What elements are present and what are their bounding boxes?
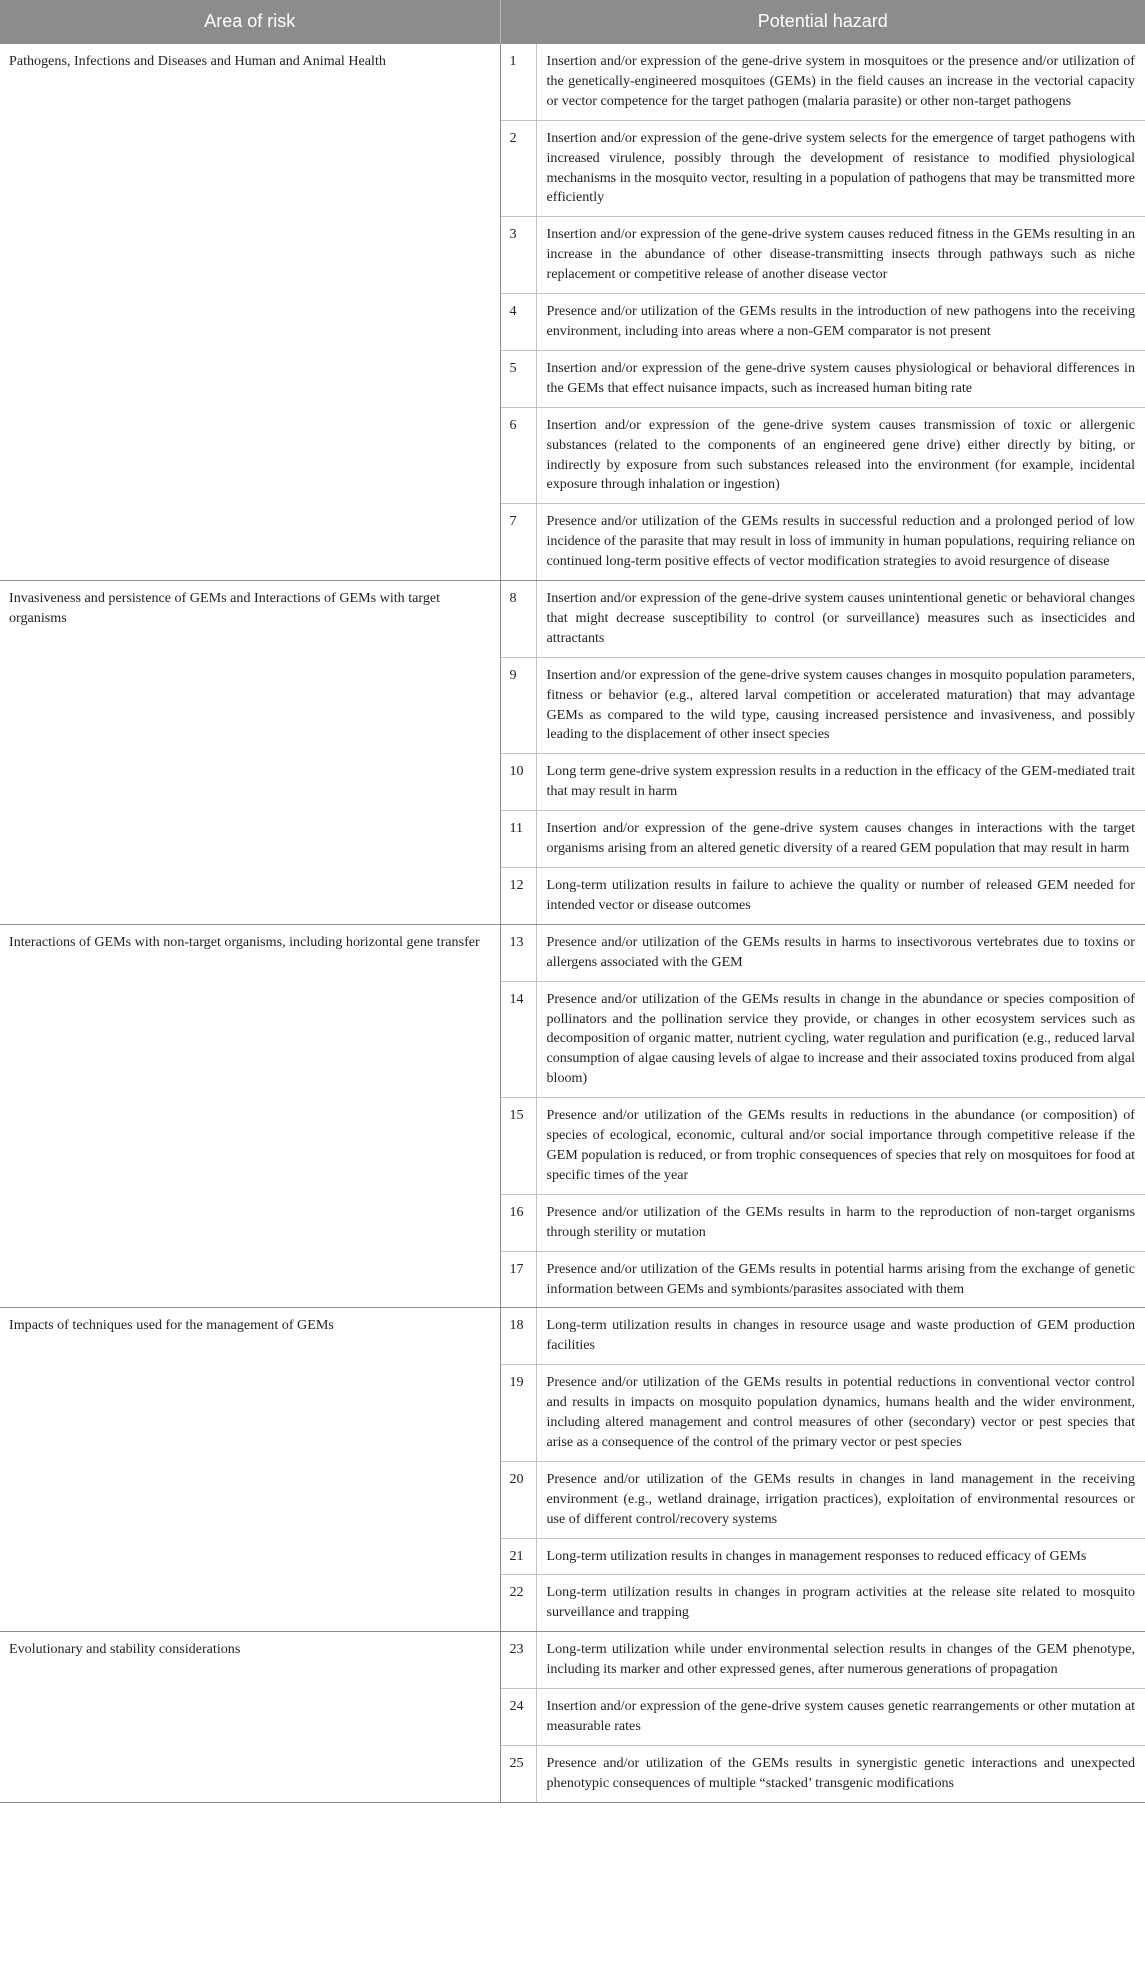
risk-area-cell: Impacts of techniques used for the management of GEMs [0, 1308, 500, 1632]
hazard-description: Presence and/or utilization of the GEMs results in harms to insectivorous vertebrates due to toxins or allergens associated with the GEM [536, 924, 1145, 981]
hazard-number: 6 [500, 407, 536, 504]
table-row [0, 44, 1145, 120]
hazard-number: 25 [500, 1745, 536, 1802]
hazard-number: 18 [500, 1308, 536, 1365]
hazard-number: 15 [500, 1098, 536, 1195]
hazard-number: 17 [500, 1251, 536, 1308]
hazard-number: 20 [500, 1461, 536, 1538]
hazard-description: Presence and/or utilization of the GEMs results in reductions in the abundance (or composition) of species of ecological, economic, cultural and/or social importance through competitive release if the GEM population is reduced, or from trophic consequences of species that rely on mosquitoes for food at specific times of the year [536, 1098, 1145, 1195]
hazard-description: Long term gene-drive system expression results in a reduction in the efficacy of the GEM-mediated trait that may result in harm [536, 754, 1145, 811]
hazard-number: 23 [500, 1632, 536, 1689]
hazard-description: Insertion and/or expression of the gene-drive system causes reduced fitness in the GEMs resulting in an increase in the abundance of other disease-transmitting insects through pathways such as niche replacement or competitive release of another disease vector [536, 217, 1145, 294]
risk-area-cell: Evolutionary and stability considerations [0, 1632, 500, 1802]
hazard-description: Presence and/or utilization of the GEMs results in the introduction of new pathogens into the receiving environment, including into areas where a non-GEM comparator is not present [536, 294, 1145, 351]
hazard-description: Insertion and/or expression of the gene-drive system causes changes in interactions with the target organisms arising from an altered genetic diversity of a reared GEM population that may result in harm [536, 811, 1145, 868]
hazard-description: Presence and/or utilization of the GEMs results in potential reductions in conventional vector control and results in impacts on mosquito population dynamics, humans health and the wider environment, including altered management and control measures of other (secondary) vector or pest species that arise as a consequence of the control of the primary vector or pest species [536, 1365, 1145, 1462]
hazard-number: 16 [500, 1194, 536, 1251]
hazard-description: Insertion and/or expression of the gene-drive system in mosquitoes or the presence and/or utilization of the genetically-engineered mosquitoes (GEMs) in the field causes an increase in the vectorial capacity or vector competence for the target pathogen (malaria parasite) or other non-target pathogens [536, 44, 1145, 120]
hazard-description: Presence and/or utilization of the GEMs results in synergistic genetic interactions and unexpected phenotypic consequences of multiple “stacked’ transgenic modifications [536, 1745, 1145, 1802]
hazard-number: 1 [500, 44, 536, 120]
risk-area-cell: Pathogens, Infections and Diseases and Human and Animal Health [0, 44, 500, 581]
table-body [0, 44, 1145, 1802]
table-row [0, 1308, 1145, 1365]
table-row [0, 1632, 1145, 1689]
hazard-description: Presence and/or utilization of the GEMs results in successful reduction and a prolonged period of low incidence of the parasite that may result in loss of immunity in human populations, requiring reliance on continued long-term positive effects of vector modification strategies to avoid resurgence of disease [536, 504, 1145, 581]
hazard-description: Presence and/or utilization of the GEMs results in changes in land management in the receiving environment (e.g., wetland drainage, irrigation practices), exploitation of environmental resources or use of different control/recovery systems [536, 1461, 1145, 1538]
hazard-description: Presence and/or utilization of the GEMs results in harm to the reproduction of non-target organisms through sterility or mutation [536, 1194, 1145, 1251]
hazard-description: Long-term utilization results in changes in management responses to reduced efficacy of GEMs [536, 1538, 1145, 1575]
hazard-number: 3 [500, 217, 536, 294]
hazard-description: Long-term utilization results in failure to achieve the quality or number of released GEM needed for intended vector or disease outcomes [536, 868, 1145, 925]
hazard-description: Long-term utilization results in changes in program activities at the release site related to mosquito surveillance and trapping [536, 1575, 1145, 1632]
hazard-number: 24 [500, 1689, 536, 1746]
hazard-number: 9 [500, 657, 536, 754]
hazard-description: Insertion and/or expression of the gene-drive system selects for the emergence of target pathogens with increased virulence, possibly through the development of resistance to modified physiological mechanisms in the mosquito vector, resulting in a population of pathogens that may be transmitted more efficiently [536, 120, 1145, 217]
hazard-description: Insertion and/or expression of the gene-drive system causes unintentional genetic or behavioral changes that might decrease susceptibility to control (or surveillance) measures such as insecticides and attractants [536, 581, 1145, 658]
hazard-description: Long-term utilization while under environmental selection results in changes of the GEM phenotype, including its marker and other expressed genes, after numerous generations of propagation [536, 1632, 1145, 1689]
hazard-description: Insertion and/or expression of the gene-drive system causes changes in mosquito population parameters, fitness or behavior (e.g., altered larval competition or accelerated maturation) that may advantage GEMs as compared to the wild type, causing increased persistence and invasiveness, and possibly leading to the displacement of other insect species [536, 657, 1145, 754]
hazard-number: 19 [500, 1365, 536, 1462]
hazard-number: 10 [500, 754, 536, 811]
hazard-description: Insertion and/or expression of the gene-drive system causes physiological or behavioral differences in the GEMs that effect nuisance impacts, such as increased human biting rate [536, 350, 1145, 407]
hazard-number: 4 [500, 294, 536, 351]
hazard-number: 8 [500, 581, 536, 658]
hazard-number: 11 [500, 811, 536, 868]
hazard-number: 7 [500, 504, 536, 581]
hazard-description: Insertion and/or expression of the gene-drive system causes genetic rearrangements or other mutation at measurable rates [536, 1689, 1145, 1746]
hazard-description: Presence and/or utilization of the GEMs results in potential harms arising from the exchange of genetic information between GEMs and symbionts/parasites associated with them [536, 1251, 1145, 1308]
hazard-number: 5 [500, 350, 536, 407]
hazard-description: Long-term utilization results in changes in resource usage and waste production of GEM production facilities [536, 1308, 1145, 1365]
risk-area-cell: Invasiveness and persistence of GEMs and Interactions of GEMs with target organisms [0, 581, 500, 925]
header-area-of-risk: Area of risk [0, 0, 500, 44]
hazard-description: Presence and/or utilization of the GEMs results in change in the abundance or species composition of pollinators and the pollination service they provide, or changes in other ecosystem services such as decomposition of organic matter, nutrient cycling, water regulation and purification (e.g., reduced larval consumption of algae causing levels of algae to increase and their associated toxins produced from algal bloom) [536, 981, 1145, 1098]
hazard-description: Insertion and/or expression of the gene-drive system causes transmission of toxic or allergenic substances (related to the components of an engineered gene drive) either directly by biting, or indirectly by exposure from such substances released into the environment (for example, incidental exposure through inhalation or ingestion) [536, 407, 1145, 504]
hazard-number: 21 [500, 1538, 536, 1575]
header-potential-hazard: Potential hazard [500, 0, 1145, 44]
hazard-number: 13 [500, 924, 536, 981]
table-row [0, 581, 1145, 658]
hazard-number: 22 [500, 1575, 536, 1632]
risk-area-cell: Interactions of GEMs with non-target organisms, including horizontal gene transfer [0, 924, 500, 1308]
table-row [0, 924, 1145, 981]
table-header-row [0, 0, 1145, 44]
hazard-number: 14 [500, 981, 536, 1098]
hazard-number: 12 [500, 868, 536, 925]
hazard-number: 2 [500, 120, 536, 217]
